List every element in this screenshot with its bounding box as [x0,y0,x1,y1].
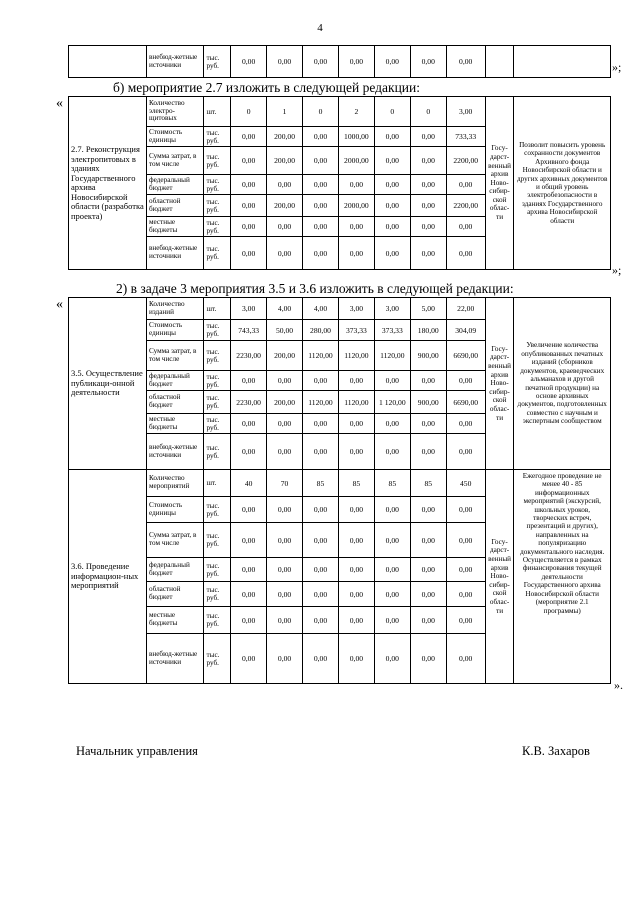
value-cell: 200,00 [267,147,303,175]
table-row [69,97,611,127]
value-cell: 0,00 [303,175,339,195]
value-cell: 180,00 [410,320,446,341]
value-cell: 0,00 [338,217,374,237]
expected-result: Позволит повысить уровень сохранности документов Архивного фонда Новосибирской области и других архивных документов и общий уровень электробезопасности в зданиях Государственного архива Новосибирской области [514,97,611,270]
value-cell: 22,00 [446,298,485,320]
closing-quote-b: »; [612,263,622,277]
value-cell: 0,00 [446,434,485,470]
value-cell: 0,00 [410,237,446,270]
value-cell: 0,00 [267,414,303,434]
value-cell: 0,00 [446,497,485,523]
unit-cell: тыс. руб. [204,46,231,78]
value-cell: 4,00 [267,298,303,320]
value-cell: 304,09 [446,320,485,341]
value-cell: 0,00 [446,371,485,391]
value-cell: 2 [338,97,374,127]
value-cell: 0,00 [303,217,339,237]
value-cell: 2200,00 [446,195,485,217]
open-quote-b: « [56,96,63,111]
value-cell: 2000,00 [338,195,374,217]
measure-title: 3.5. Осуществление публикаци-онной деятельности [69,298,147,470]
value-cell: 0,00 [446,414,485,434]
value-cell: 0,00 [338,175,374,195]
value-cell: 5,00 [410,298,446,320]
value-cell: 6690,00 [446,391,485,414]
value-cell: 0,00 [303,497,339,523]
signature-position: Начальник управления [76,744,198,758]
value-cell: 373,33 [338,320,374,341]
value-cell: 0,00 [267,634,303,684]
value-cell: 0,00 [303,523,339,558]
value-cell: 1120,00 [303,341,339,371]
indicator-cell: федеральный бюджет [147,558,204,582]
value-cell: 0,00 [446,217,485,237]
value-cell: 0,00 [410,127,446,147]
unit-cell: тыс. руб. [204,391,231,414]
indicator-cell: Сумма затрат, в том числе [147,523,204,558]
value-cell: 0,00 [267,371,303,391]
value-cell: 0,00 [374,582,410,607]
indicator-cell: внебюд-жетные источники [147,634,204,684]
unit-cell: тыс. руб. [204,237,231,270]
value-cell: 0,00 [231,607,267,634]
value-cell: 0,00 [231,497,267,523]
unit-cell: тыс. руб. [204,497,231,523]
indicator-cell: местные бюджеты [147,607,204,634]
table-row [69,46,611,78]
value-cell: 6690,00 [446,341,485,371]
value-cell: 0,00 [338,558,374,582]
value-cell: 2000,00 [338,147,374,175]
value-cell: 0,00 [410,46,446,78]
value-cell: 0,00 [374,371,410,391]
indicator-cell: Стоимость единицы [147,497,204,523]
expected-result-cell [514,46,611,78]
indicator-cell: внебюд-жетные источники [147,434,204,470]
value-cell: 0,00 [338,371,374,391]
value-cell: 0,00 [446,634,485,684]
value-cell: 0,00 [231,217,267,237]
value-cell: 0,00 [267,217,303,237]
value-cell: 3,00 [231,298,267,320]
value-cell: 3,00 [446,97,485,127]
section-b-heading: б) мероприятие 2.7 изложить в следующей редакции: [113,80,421,95]
value-cell: 0,00 [338,434,374,470]
value-cell: 0,00 [374,195,410,217]
indicator-cell: местные бюджеты [147,217,204,237]
value-cell: 50,00 [267,320,303,341]
value-cell: 0,00 [267,558,303,582]
value-cell: 0,00 [338,582,374,607]
value-cell: 0,00 [303,195,339,217]
unit-cell: тыс. руб. [204,523,231,558]
value-cell: 70 [267,470,303,497]
closing-quote-2: ». [614,678,623,692]
indicator-cell: федеральный бюджет [147,371,204,391]
value-cell: 1120,00 [374,341,410,371]
value-cell: 0,00 [338,607,374,634]
closing-quote-top: »; [612,60,622,74]
value-cell: 0,00 [231,175,267,195]
value-cell: 200,00 [267,391,303,414]
value-cell: 0,00 [446,523,485,558]
value-cell: 0,00 [338,237,374,270]
expected-result: Ежегодное проведение не менее 40 - 85 информационных мероприятий (экскурсий, школьных уроков, творческих встреч, презентаций и других), направленных на популяризацию документального наследия. Осуществляется в рамках финансирования текущей деятельности Государственного архива Новосибирской области (мероприятие 2.1 программы) [514,470,611,684]
responsible-executor: Госу-дарст-венный архив Ново-сибир-ской облас-ти [485,97,514,270]
unit-cell: тыс. руб. [204,558,231,582]
value-cell: 0,00 [374,434,410,470]
value-cell: 0,00 [303,127,339,147]
value-cell: 0,00 [410,175,446,195]
value-cell: 0,00 [267,237,303,270]
value-cell: 0,00 [410,434,446,470]
unit-cell: тыс. руб. [204,634,231,684]
value-cell: 85 [410,470,446,497]
value-cell: 85 [338,470,374,497]
value-cell: 0 [410,97,446,127]
indicator-cell: областной бюджет [147,582,204,607]
indicator-cell: внебюд-жетные источники [147,46,204,78]
responsible-executor: Госу-дарст-венный архив Ново-сибир-ской облас-ти [485,298,514,470]
value-cell: 900,00 [410,391,446,414]
value-cell: 0,00 [303,607,339,634]
unit-cell: тыс. руб. [204,217,231,237]
value-cell: 0,00 [374,46,410,78]
value-cell: 200,00 [267,127,303,147]
signature-name: К.В. Захаров [522,744,590,758]
value-cell: 0,00 [410,147,446,175]
unit-cell: тыс. руб. [204,371,231,391]
section-2-heading: 2) в задаче 3 мероприятия 3.5 и 3.6 изложить в следующей редакции: [116,281,514,296]
value-cell: 0,00 [410,607,446,634]
value-cell: 280,00 [303,320,339,341]
value-cell: 200,00 [267,341,303,371]
value-cell: 0,00 [231,414,267,434]
value-cell: 0,00 [374,127,410,147]
value-cell: 40 [231,470,267,497]
value-cell: 2230,00 [231,391,267,414]
value-cell: 0,00 [231,46,267,78]
unit-cell: тыс. руб. [204,607,231,634]
value-cell: 0,00 [303,434,339,470]
value-cell: 0,00 [374,607,410,634]
unit-cell: тыс. руб. [204,434,231,470]
value-cell: 0,00 [303,582,339,607]
expected-result: Увеличение количества опубликованных печатных изданий (сборников документов, краеведческих альманахов и другой печатной продукции) на основе архивных документов, подготовленных совместно с научным и экспертным сообществом [514,298,611,470]
value-cell: 0,00 [374,497,410,523]
value-cell: 0,00 [446,175,485,195]
unit-cell: тыс. руб. [204,320,231,341]
value-cell: 2230,00 [231,341,267,371]
value-cell: 0,00 [303,46,339,78]
value-cell: 0 [231,97,267,127]
unit-cell: шт. [204,97,231,127]
unit-cell: тыс. руб. [204,414,231,434]
indicator-cell: областной бюджет [147,195,204,217]
value-cell: 0,00 [231,371,267,391]
value-cell: 0,00 [410,634,446,684]
value-cell: 3,00 [374,298,410,320]
value-cell: 0,00 [231,523,267,558]
value-cell: 0,00 [231,147,267,175]
measures-3-5-3-6-table [68,297,611,684]
value-cell: 733,33 [446,127,485,147]
indicator-cell: внебюд-жетные источники [147,237,204,270]
value-cell: 0,00 [410,497,446,523]
indicator-cell: Количество электро-щитовых [147,97,204,127]
value-cell: 0,00 [338,497,374,523]
value-cell: 1120,00 [338,341,374,371]
value-cell: 0,00 [303,414,339,434]
value-cell: 0,00 [231,195,267,217]
measure-2-7-table [68,96,611,270]
value-cell: 0 [374,97,410,127]
value-cell: 0,00 [267,607,303,634]
value-cell: 0,00 [374,147,410,175]
value-cell: 0,00 [374,634,410,684]
value-cell: 0,00 [303,371,339,391]
indicator-cell: Сумма затрат, в том числе [147,147,204,175]
value-cell: 0,00 [267,523,303,558]
responsible-executor-cell [485,46,514,78]
value-cell: 1000,00 [338,127,374,147]
value-cell: 3,00 [338,298,374,320]
value-cell: 0,00 [231,634,267,684]
unit-cell: тыс. руб. [204,195,231,217]
value-cell: 0,00 [374,217,410,237]
unit-cell: тыс. руб. [204,582,231,607]
value-cell: 0,00 [231,582,267,607]
value-cell: 0,00 [267,46,303,78]
value-cell: 0 [303,97,339,127]
table-row [69,470,611,497]
unit-cell: тыс. руб. [204,147,231,175]
value-cell: 0,00 [374,414,410,434]
indicator-cell: федеральный бюджет [147,175,204,195]
open-quote-2: « [56,297,63,312]
measure-title: 3.6. Проведение информацион-ных мероприятий [69,470,147,684]
top-continuation-table [68,45,611,78]
value-cell: 0,00 [231,127,267,147]
indicator-cell: местные бюджеты [147,414,204,434]
value-cell: 0,00 [446,607,485,634]
measure-title-cell [69,46,147,78]
page-number: 4 [317,22,323,34]
value-cell: 0,00 [338,46,374,78]
value-cell: 0,00 [338,523,374,558]
value-cell: 0,00 [446,237,485,270]
value-cell: 0,00 [303,237,339,270]
value-cell: 200,00 [267,195,303,217]
value-cell: 0,00 [374,237,410,270]
value-cell: 0,00 [231,237,267,270]
value-cell: 0,00 [410,523,446,558]
value-cell: 1120,00 [303,391,339,414]
value-cell: 0,00 [267,582,303,607]
value-cell: 85 [374,470,410,497]
unit-cell: шт. [204,298,231,320]
value-cell: 0,00 [267,434,303,470]
unit-cell: тыс. руб. [204,127,231,147]
value-cell: 0,00 [410,582,446,607]
measure-title: 2.7. Реконструкция электропитовых в зданиях Государственного архива Новосибирской области (разработка проекта) [69,97,147,270]
value-cell: 743,33 [231,320,267,341]
value-cell: 0,00 [410,371,446,391]
indicator-cell: Сумма затрат, в том числе [147,341,204,371]
indicator-cell: Стоимость единицы [147,320,204,341]
value-cell: 0,00 [338,634,374,684]
value-cell: 0,00 [410,195,446,217]
value-cell: 0,00 [303,634,339,684]
unit-cell: шт. [204,470,231,497]
unit-cell: тыс. руб. [204,341,231,371]
value-cell: 0,00 [267,497,303,523]
value-cell: 4,00 [303,298,339,320]
value-cell: 0,00 [446,558,485,582]
indicator-cell: Количество изданий [147,298,204,320]
value-cell: 2200,00 [446,147,485,175]
value-cell: 0,00 [267,175,303,195]
value-cell: 1 [267,97,303,127]
table-row [69,298,611,320]
unit-cell: тыс. руб. [204,175,231,195]
value-cell: 0,00 [303,147,339,175]
indicator-cell: Количество мероприятий [147,470,204,497]
value-cell: 373,33 [374,320,410,341]
indicator-cell: областной бюджет [147,391,204,414]
value-cell: 0,00 [374,175,410,195]
value-cell: 1120,00 [338,391,374,414]
value-cell: 0,00 [374,523,410,558]
value-cell: 0,00 [374,558,410,582]
value-cell: 0,00 [338,414,374,434]
value-cell: 1 120,00 [374,391,410,414]
value-cell: 0,00 [231,434,267,470]
value-cell: 0,00 [303,558,339,582]
responsible-executor: Госу-дарст-венный архив Ново-сибир-ской облас-ти [485,470,514,684]
value-cell: 450 [446,470,485,497]
value-cell: 0,00 [410,558,446,582]
indicator-cell: Стоимость единицы [147,127,204,147]
value-cell: 0,00 [231,558,267,582]
value-cell: 85 [303,470,339,497]
value-cell: 900,00 [410,341,446,371]
value-cell: 0,00 [410,414,446,434]
value-cell: 0,00 [446,582,485,607]
value-cell: 0,00 [410,217,446,237]
value-cell: 0,00 [446,46,485,78]
